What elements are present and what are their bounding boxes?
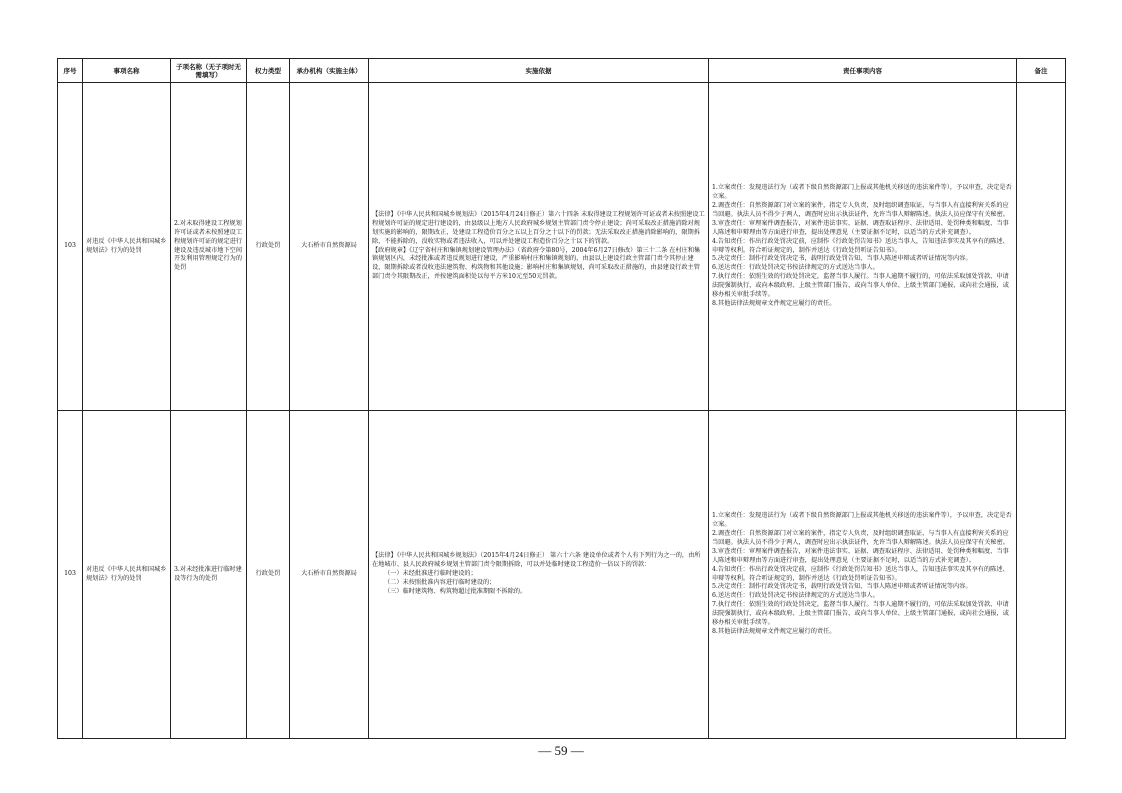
cell-power-type: 行政处罚	[247, 83, 290, 411]
cell-power-type: 行政处罚	[247, 411, 290, 739]
cell-agency: 大石桥市自然资源局	[290, 83, 369, 411]
header-responsibility: 责任事项内容	[709, 59, 1017, 83]
basis-paragraph: 【政府规章】《辽宁省村庄和集镇规划建设管理办法》（省政府令第80号，2004年6月27日修改）第三十二条 在村庄和集镇规划区内，未经批准或者违反规划进行建设，严重影响村庄和集镇规划的，由县以上建设行政主管部门责令其停止建设，限期拆除或者没收违法建筑物、构筑物和其他设施；影响村庄和集镇规划，尚可采取改正措施的，由县建设行政主管部门责令其限期改正，并按建筑面积处以每平方米10元至50元罚款。	[372, 246, 701, 281]
basis-paragraph: （二）未按照批准内容进行临时建设的；	[384, 578, 496, 586]
responsibility-item: 3.审查责任：审理案件调查报告，对案件违法事实、证据、调查取证程序、法律适用、处罚种类和幅度、当事人陈述和申辩理由等方面进行审查，提出处理意见（主要证据不足时，以适当的方式补充调查）。	[712, 219, 1009, 236]
header-power-type: 权力类型	[247, 59, 290, 83]
responsibility-item: 2.调查责任：自然资源部门对立案的案件，指定专人负责，及时组织调查取证，与当事人有直接利害关系的应当回避。执法人员不得少于两人，调查时应出示执法证件，允许当事人辩解陈述。执法人员应保守有关秘密。	[712, 201, 1009, 218]
basis-paragraph: 【法律】《中华人民共和国城乡规划法》（2015年4月24日修正）第六十四条 未取得建设工程规划许可证或者未按照建设工程规划许可证的规定进行建设的，由县级以上地方人民政府城乡规划主管部门责令停止建设；尚可采取改正措施消除对规划实施的影响的，限期改正，处建设工程造价百分之五以上百分之十以下的罚款；无法采取改正措施消除影响的，限期拆除，不能拆除的，没收实物或者违法收入，可以并处建设工程造价百分之十以下的罚款。	[372, 210, 705, 245]
page-number: — 59 —	[538, 743, 584, 758]
basis-paragraph: （三）临时建筑物、构筑物超过批准期限不拆除的。	[384, 587, 527, 595]
cell-no: 103	[58, 411, 83, 739]
basis-paragraph: （一）未经批准进行临时建设的；	[384, 570, 477, 578]
cell-basis	[369, 411, 709, 739]
basis-paragraph: 【法律】《中华人民共和国城乡规划法》（2015年4月24日修正） 第六十六条 建设单位或者个人有下列行为之一的，由所在地城市、县人民政府城乡规划主管部门责令限期拆除，可以并处临时建设工程造价一倍以下的罚款：	[372, 552, 701, 569]
table-header-row	[58, 59, 1066, 83]
cell-item-name: 对违反《中华人民共和国城乡规划法》行为的处罚	[83, 83, 171, 411]
responsibility-item: 3.审查责任：审理案件调查报告，对案件违法事实、证据、调查取证程序、法律适用、处罚种类和幅度、当事人陈述和申辩理由等方面进行审查，提出处理意见（主要证据不足时，以适当的方式补充调查）。	[712, 547, 1009, 564]
responsibility-item: 2.调查责任：自然资源部门对立案的案件，指定专人负责，及时组织调查取证，与当事人有直接利害关系的应当回避。执法人员不得少于两人，调查时应出示执法证件，允许当事人辩解陈述。执法人员应保守有关秘密。	[712, 529, 1009, 546]
responsibility-item: 7.执行责任：依照生效的行政处罚决定，监督当事人履行。当事人逾期不履行的，可依法采取加处罚款、申请法院强制执行，或向本级政府、上级主管部门报告，或向当事人单位、上级主管部门通报，或向社会通报，或移办相关审批手续等。	[712, 601, 1009, 627]
table-row	[58, 83, 1066, 411]
responsibility-item: 5.决定责任：制作行政处罚决定书，载明行政处罚告知、当事人陈述申辩或者听证情况等内容。	[712, 255, 972, 263]
cell-basis	[369, 83, 709, 411]
responsibility-item: 6.送达责任：行政处罚决定书按法律规定的方式送达当事人。	[712, 264, 879, 272]
cell-remark	[1017, 83, 1066, 411]
responsibility-item: 8.其他法律法规规章文件规定应履行的责任。	[712, 627, 836, 635]
responsibility-item: 7.执行责任：依照生效的行政处罚决定，监督当事人履行。当事人逾期不履行的，可依法采取加处罚款、申请法院强制执行，或向本级政府、上级主管部门报告，或向当事人单位、上级主管部门通报，或向社会通报，或移办相关审批手续等。	[712, 273, 1009, 299]
header-item-name: 事项名称	[83, 59, 171, 83]
cell-sub-item: 2.对未取得建设工程规划许可证或者未按照建设工程规划许可证的规定进行建设及违反城市地下空间开发利用管理规定行为的处罚	[171, 83, 247, 411]
responsibility-item: 1.立案责任：发现违法行为（或者下级自然资源部门上报或其他机关移送的违法案件等），予以审查，决定是否立案。	[712, 184, 1012, 201]
responsibility-item: 4.告知责任：作出行政处罚决定前，应制作《行政处罚告知书》送达当事人，告知违法事实及其享有的陈述、申辩等权利。符合听证规定的，制作并送达《行政处罚听证告知书》。	[712, 565, 1009, 582]
cell-responsibility	[709, 83, 1017, 411]
responsibility-item: 5.决定责任：制作行政处罚决定书，载明行政处罚告知、当事人陈述申辩或者听证情况等内容。	[712, 583, 972, 591]
responsibility-item: 1.立案责任：发现违法行为（或者下级自然资源部门上报或其他机关移送的违法案件等），予以审查，决定是否立案。	[712, 512, 1012, 529]
header-sub-item: 子项名称（无子项时无需填写）	[171, 59, 247, 83]
cell-agency: 大石桥市自然资源局	[290, 411, 369, 739]
responsibility-item: 6.送达责任：行政处罚决定书按法律规定的方式送达当事人。	[712, 592, 879, 600]
cell-remark	[1017, 411, 1066, 739]
cell-responsibility	[709, 411, 1017, 739]
header-agency: 承办机构（实施主体）	[290, 59, 369, 83]
header-basis: 实施依据	[369, 59, 709, 83]
cell-no: 103	[58, 83, 83, 411]
header-remark: 备注	[1017, 59, 1066, 83]
responsibility-item: 4.告知责任：作出行政处罚决定前，应制作《行政处罚告知书》送达当事人，告知违法事实及其享有的陈述、申辩等权利。符合听证规定的，制作并送达《行政处罚听证告知书》。	[712, 237, 1009, 254]
header-no: 序号	[58, 59, 83, 83]
power-list-table	[57, 58, 1066, 739]
table-row	[58, 411, 1066, 739]
cell-item-name: 对违反《中华人民共和国城乡规划法》行为的处罚	[83, 411, 171, 739]
responsibility-item: 8.其他法律法规规章文件规定应履行的责任。	[712, 299, 836, 307]
cell-sub-item: 3.对未经批准进行临时建设等行为的处罚	[171, 411, 247, 739]
